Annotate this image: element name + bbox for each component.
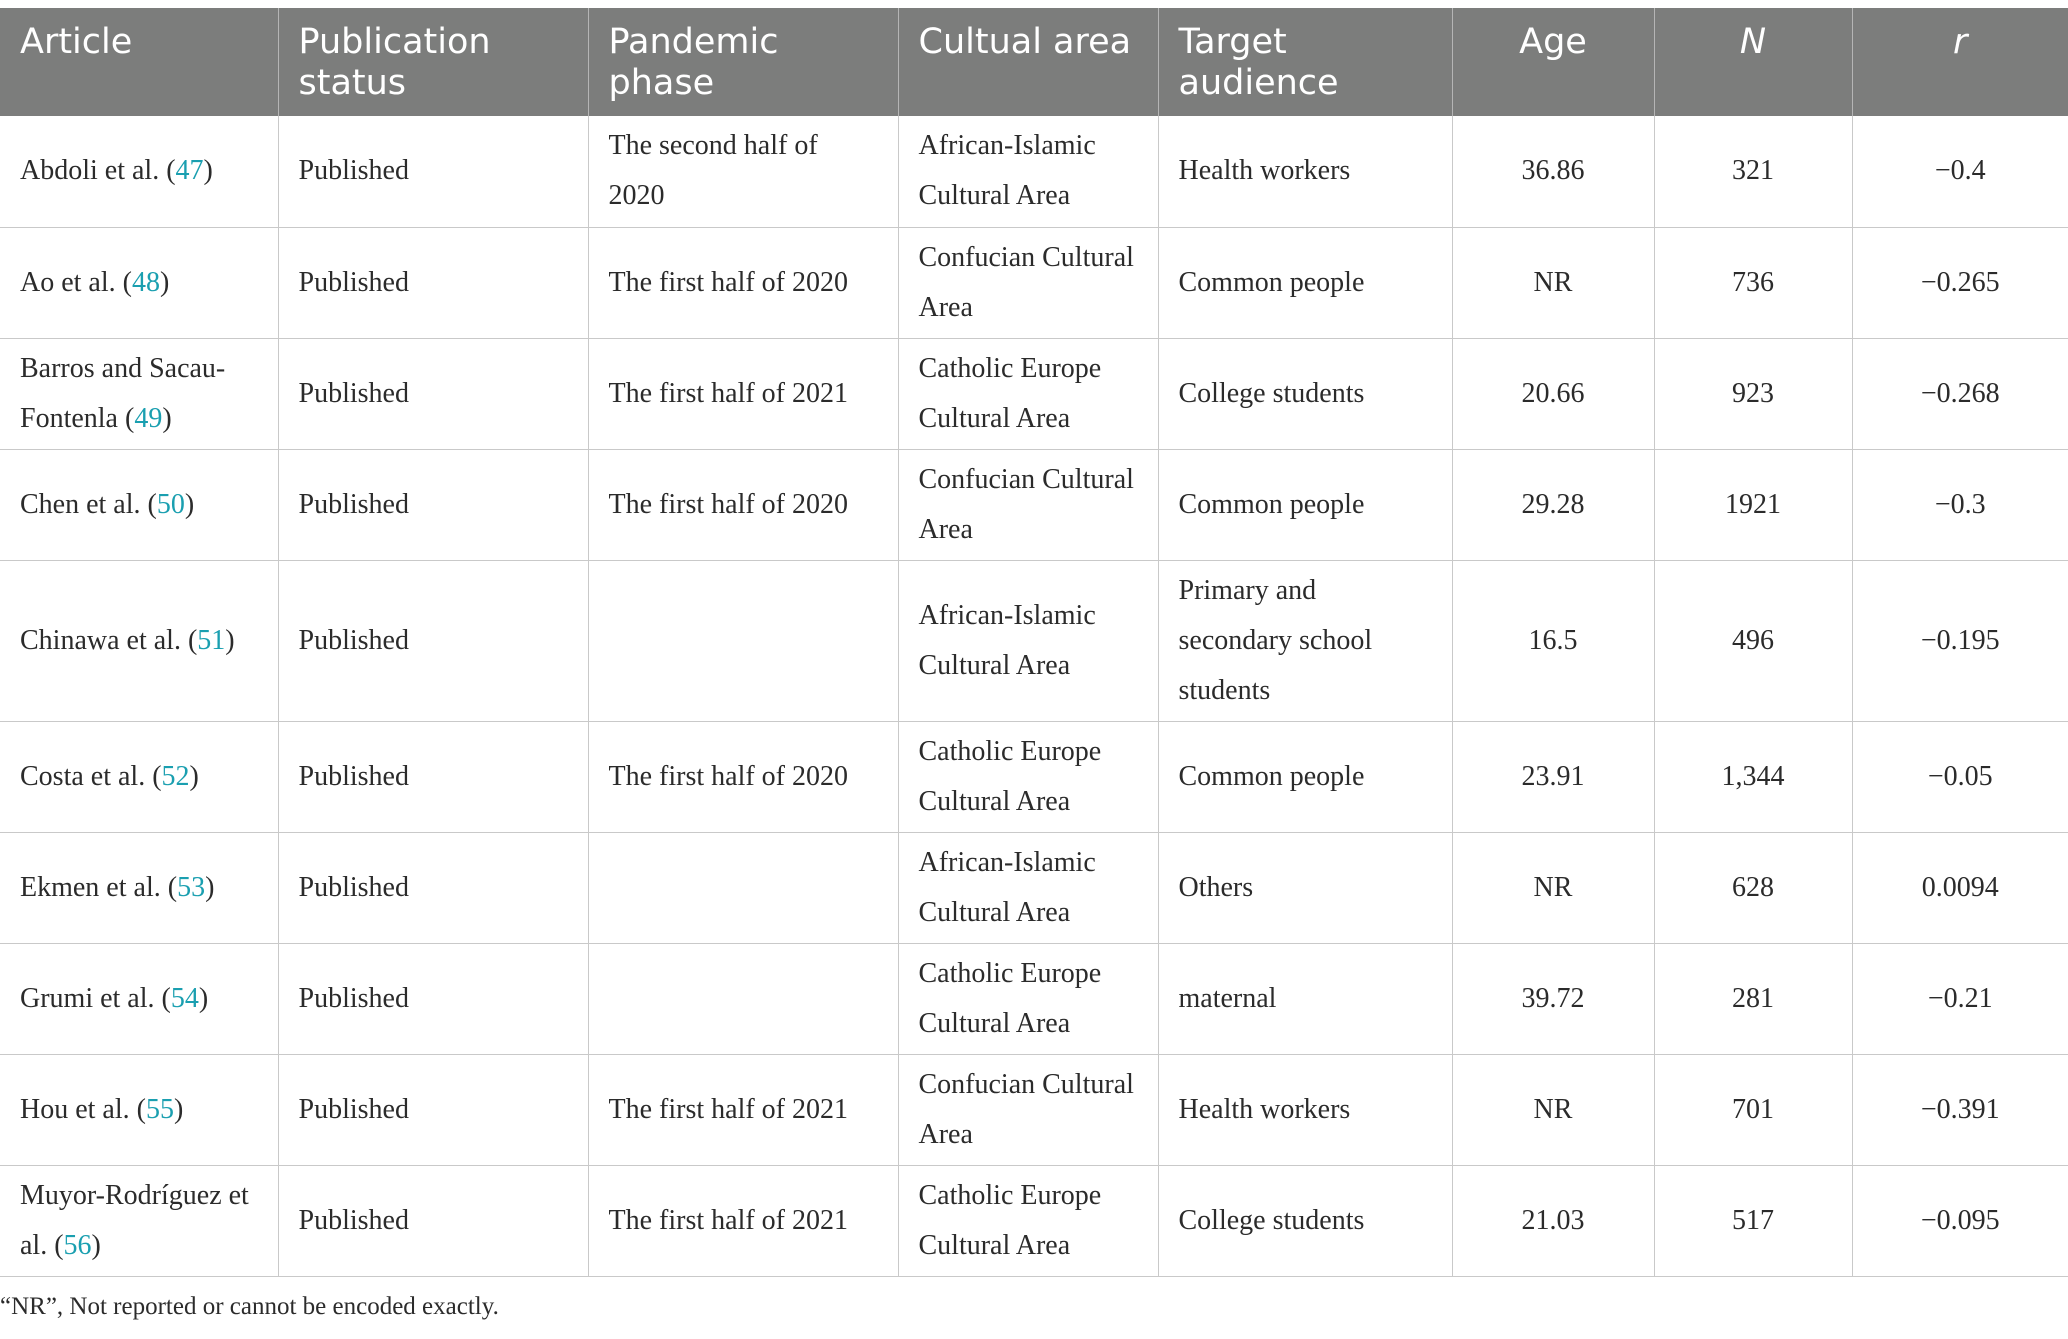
cell-area: Catholic Europe Cultural Area (898, 943, 1158, 1054)
cell-status: Published (278, 560, 588, 721)
cell-area: Catholic Europe Cultural Area (898, 1165, 1158, 1276)
cell-age: 39.72 (1452, 943, 1654, 1054)
article-author: Chinawa et al. ( (20, 624, 198, 656)
cell-phase (588, 560, 898, 721)
cell-status: Published (278, 721, 588, 832)
cell-r: −0.268 (1852, 338, 2068, 449)
cell-r: 0.0094 (1852, 832, 2068, 943)
cell-phase: The first half of 2020 (588, 227, 898, 338)
cell-r: −0.391 (1852, 1054, 2068, 1165)
cell-phase (588, 943, 898, 1054)
cell-n: 701 (1654, 1054, 1852, 1165)
header-publication-status: Publication status (278, 8, 588, 116)
table-header (0, 8, 2068, 116)
cell-n: 628 (1654, 832, 1852, 943)
header-article: Article (0, 8, 278, 116)
article-author: Chen et al. ( (20, 488, 157, 520)
header-n: N (1654, 8, 1852, 116)
reference-link[interactable]: 56 (63, 1229, 92, 1261)
cell-r: −0.195 (1852, 560, 2068, 721)
cell-phase: The first half of 2021 (588, 1054, 898, 1165)
reference-link[interactable]: 54 (170, 982, 199, 1014)
cell-phase: The first half of 2020 (588, 721, 898, 832)
article-author: Costa et al. ( (20, 760, 162, 792)
cell-article (0, 449, 278, 560)
cell-target: Common people (1158, 449, 1452, 560)
header-r: r (1852, 8, 2068, 116)
cell-phase: The first half of 2021 (588, 1165, 898, 1276)
table-footnote: “NR”, Not reported or cannot be encoded exactly. (0, 1293, 499, 1320)
table-row (0, 943, 2068, 1054)
article-paren: ) (205, 871, 215, 903)
cell-status: Published (278, 116, 588, 227)
cell-area: African-Islamic Cultural Area (898, 832, 1158, 943)
cell-area: Catholic Europe Cultural Area (898, 338, 1158, 449)
cell-r: −0.4 (1852, 116, 2068, 227)
table-row (0, 721, 2068, 832)
header-pandemic-phase: Pandemic phase (588, 8, 898, 116)
article-author: Abdoli et al. ( (20, 155, 176, 187)
cell-age: 23.91 (1452, 721, 1654, 832)
cell-area: Catholic Europe Cultural Area (898, 721, 1158, 832)
cell-phase: The first half of 2020 (588, 449, 898, 560)
cell-area: Confucian Cultural Area (898, 449, 1158, 560)
cell-status: Published (278, 449, 588, 560)
cell-n: 281 (1654, 943, 1852, 1054)
cell-r: −0.3 (1852, 449, 2068, 560)
cell-r: −0.265 (1852, 227, 2068, 338)
cell-age: 29.28 (1452, 449, 1654, 560)
header-target-audience: Target audience (1158, 8, 1452, 116)
cell-n: 1921 (1654, 449, 1852, 560)
cell-area: African-Islamic Cultural Area (898, 560, 1158, 721)
reference-link[interactable]: 53 (177, 871, 206, 903)
cell-target: maternal (1158, 943, 1452, 1054)
cell-target: Common people (1158, 227, 1452, 338)
article-paren: ) (91, 1229, 101, 1261)
cell-age: 20.66 (1452, 338, 1654, 449)
cell-age: NR (1452, 227, 1654, 338)
article-author: Muyor-Rodríguez et al. ( (20, 1179, 249, 1261)
reference-link[interactable]: 52 (161, 760, 190, 792)
article-author: Barros and Sacau-Fontenla ( (20, 352, 226, 434)
cell-r: −0.095 (1852, 1165, 2068, 1276)
cell-age: NR (1452, 1054, 1654, 1165)
cell-status: Published (278, 832, 588, 943)
article-paren: ) (189, 760, 199, 792)
cell-area: Confucian Cultural Area (898, 1054, 1158, 1165)
reference-link[interactable]: 48 (131, 266, 160, 298)
reference-link[interactable]: 51 (197, 624, 226, 656)
cell-article (0, 943, 278, 1054)
cell-phase: The first half of 2021 (588, 338, 898, 449)
table-row (0, 1054, 2068, 1165)
cell-n: 736 (1654, 227, 1852, 338)
cell-status: Published (278, 943, 588, 1054)
cell-article (0, 1054, 278, 1165)
cell-article (0, 832, 278, 943)
cell-target: College students (1158, 338, 1452, 449)
article-author: Ao et al. ( (20, 266, 132, 298)
cell-article (0, 560, 278, 721)
header-row (0, 8, 2068, 116)
cell-age: 36.86 (1452, 116, 1654, 227)
table-row (0, 338, 2068, 449)
cell-area: African-Islamic Cultural Area (898, 116, 1158, 227)
cell-n: 496 (1654, 560, 1852, 721)
cell-target: Health workers (1158, 116, 1452, 227)
cell-n: 321 (1654, 116, 1852, 227)
cell-phase: The second half of 2020 (588, 116, 898, 227)
cell-article (0, 338, 278, 449)
cell-age: 21.03 (1452, 1165, 1654, 1276)
cell-status: Published (278, 1054, 588, 1165)
cell-target: College students (1158, 1165, 1452, 1276)
article-paren: ) (162, 402, 172, 434)
article-author: Hou et al. ( (20, 1093, 146, 1125)
cell-article (0, 227, 278, 338)
article-author: Grumi et al. ( (20, 982, 171, 1014)
cell-n: 923 (1654, 338, 1852, 449)
reference-link[interactable]: 50 (156, 488, 185, 520)
article-paren: ) (184, 488, 195, 520)
reference-link[interactable]: 47 (175, 155, 204, 187)
studies-table (0, 8, 2068, 1277)
reference-link[interactable]: 49 (134, 402, 163, 434)
cell-r: −0.21 (1852, 943, 2068, 1054)
table-row (0, 560, 2068, 721)
cell-r: −0.05 (1852, 721, 2068, 832)
article-author: Ekmen et al. ( (20, 871, 178, 903)
table-row (0, 227, 2068, 338)
cell-status: Published (278, 227, 588, 338)
header-cultural-area: Cultual area (898, 8, 1158, 116)
table-row (0, 832, 2068, 943)
cell-target: Primary and secondary school students (1158, 560, 1452, 721)
header-age: Age (1452, 8, 1654, 116)
table-body (0, 116, 2068, 1276)
article-paren: ) (203, 155, 213, 187)
table-row (0, 449, 2068, 560)
article-paren: ) (173, 1093, 184, 1125)
reference-link[interactable]: 55 (145, 1093, 174, 1125)
cell-age: NR (1452, 832, 1654, 943)
cell-area: Confucian Cultural Area (898, 227, 1158, 338)
cell-phase (588, 832, 898, 943)
table-row (0, 1165, 2068, 1276)
data-table-container (0, 8, 2068, 1277)
cell-target: Common people (1158, 721, 1452, 832)
cell-target: Others (1158, 832, 1452, 943)
article-paren: ) (198, 982, 209, 1014)
cell-article (0, 721, 278, 832)
cell-n: 517 (1654, 1165, 1852, 1276)
cell-status: Published (278, 338, 588, 449)
cell-status: Published (278, 1165, 588, 1276)
cell-n: 1,344 (1654, 721, 1852, 832)
article-paren: ) (225, 624, 235, 656)
cell-target: Health workers (1158, 1054, 1452, 1165)
cell-article (0, 116, 278, 227)
cell-age: 16.5 (1452, 560, 1654, 721)
cell-article (0, 1165, 278, 1276)
table-row (0, 116, 2068, 227)
article-paren: ) (159, 266, 170, 298)
